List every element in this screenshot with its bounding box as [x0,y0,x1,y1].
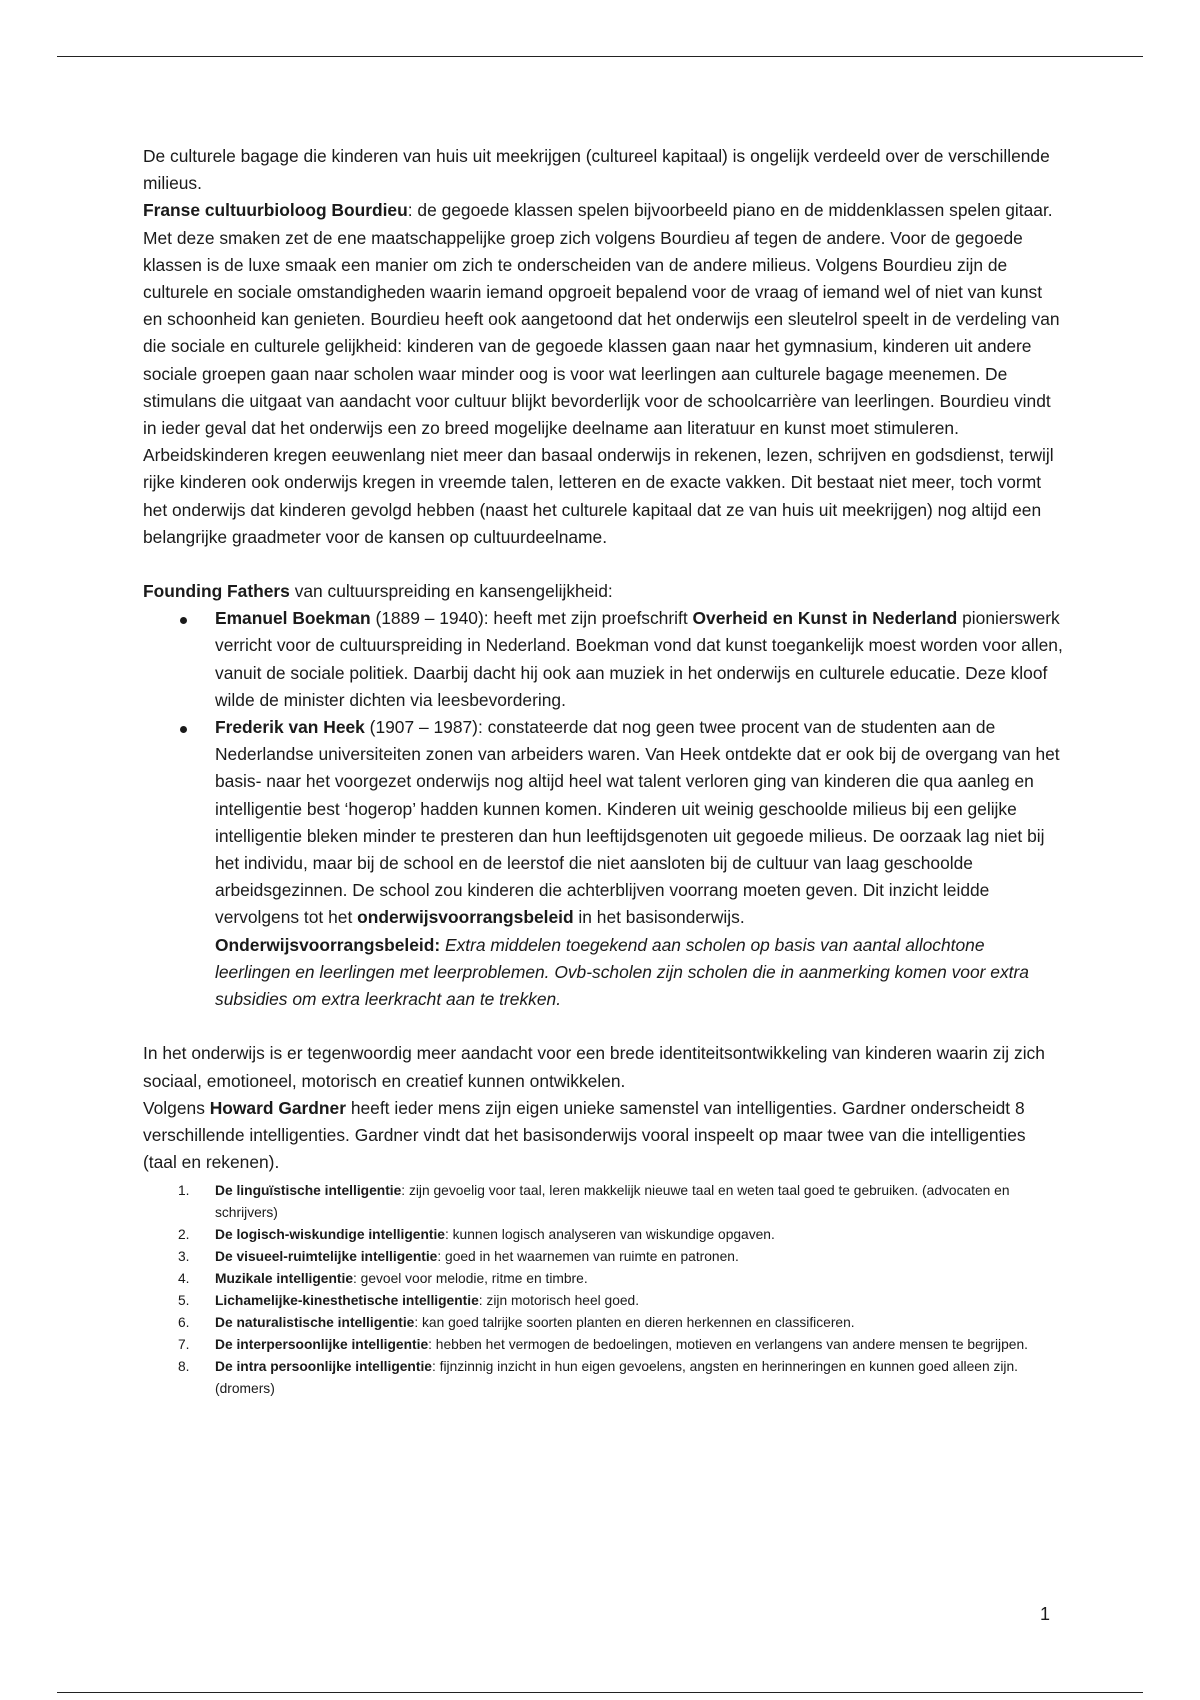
gardner-paragraph [143,1095,1063,1177]
ovb-definition-text: Extra middelen toegekend aan scholen op basis van aantal allochtone leerlingen en leerlingen met leerproblemen. Ovb-scholen zijn scholen die in aanmerking komen voor extra subsidies om extra leerkracht aan te trekken. [215,934,1029,1010]
item-term: De visueel-ruimtelijke intelligentie [215,1249,438,1265]
founders-heading-bold: Founding Fathers [143,581,290,602]
gardner-intro-paragraph: In het onderwijs is er tegenwoordig meer aandacht voor een brede identiteitsontwikkeling van kinderen waarin zij zich sociaal, emotioneel, motorisch en creatief kunnen ontwikkelen. [143,1043,1045,1091]
header-rule [57,56,1143,57]
item-text: : kan goed talrijke soorten planten en dieren herkennen en classificeren. [414,1315,855,1331]
vanheek-text-2: in het basisonderwijs. [573,907,745,928]
bullet-icon [180,617,187,624]
boekman-text-1: (1889 – 1940): heeft met zijn proefschrift [370,608,693,629]
boekman-name: Emanuel Boekman [215,608,371,629]
item-text: : zijn motorisch heel goed. [478,1293,640,1309]
item-term: De logisch-wiskundige intelligentie [215,1227,445,1243]
list-item [215,605,1063,714]
footer-rule [57,1692,1143,1693]
item-number: 6. [178,1315,190,1331]
item-term: De linguïstische intelligentie [215,1183,402,1199]
intelligences-list [143,1180,1063,1400]
item-number: 4. [178,1271,190,1287]
item-number: 1. [178,1183,190,1199]
item-number: 2. [178,1227,190,1243]
item-term: De naturalistische intelligentie [215,1315,415,1331]
item-number: 7. [178,1337,190,1353]
founders-heading [143,578,1063,605]
founders-list [143,605,1063,1013]
bullet-icon [180,726,187,733]
item-text: : zijn gevoelig voor taal, leren makkelijk nieuwe taal en weten taal goed te gebruiken. (advocaten en schrijvers) [215,1183,1010,1221]
gardner-name: Howard Gardner [209,1097,346,1118]
item-number: 3. [178,1249,190,1265]
vanheek-term: onderwijsvoorrangsbeleid [357,907,574,928]
page-number: 1 [1040,1604,1051,1624]
vanheek-name: Frederik van Heek [215,717,365,738]
item-number: 8. [178,1359,190,1375]
item-text: : kunnen logisch analyseren van wiskundige opgaven. [444,1227,775,1243]
item-text: : hebben het vermogen de bedoelingen, motieven en verlangens van andere mensen te begrijpen. [428,1337,1028,1353]
bourdieu-paragraph [143,197,1063,442]
item-term: Muzikale intelligentie [215,1271,353,1287]
item-term: De interpersoonlijke intelligentie [215,1337,429,1353]
boekman-work: Overheid en Kunst in Nederland [692,608,958,629]
gardner-post: heeft ieder mens zijn eigen unieke samenstel van intelligenties. Gardner onderscheidt 8 verschillende intelligenties. Gardner vindt dat het basisonderwijs vooral inspeelt op maar twee van die intelligenties (taal en rekenen). [143,1097,1026,1173]
item-term: Lichamelijke-kinesthetische intelligentie [215,1293,479,1309]
list-item [178,1246,1063,1268]
bourdieu-label: Franse cultuurbioloog Bourdieu [143,200,408,221]
list-item [178,1268,1063,1290]
gardner-pre: Volgens [143,1097,210,1118]
list-item [178,1334,1063,1356]
bourdieu-text: : de gegoede klassen spelen bijvoorbeeld piano en de middenklassen spelen gitaar. Met deze smaken zet de ene maatschappelijke groep zich volgens Bourdieu af tegen de andere. Voor de gegoede klassen is de luxe smaak een manier om zich te onderscheiden van de andere milieus. Volgens Bourdieu zijn de culturele en sociale omstandigheden waarin iemand opgroeit bepalend voor de vraag of iemand wel of niet van kunst en schoonheid kan genieten. Bourdieu heeft ook aangetoond dat het onderwijs een sleutelrol speelt in de verdeling van die sociale en culturele gelijkheid: kinderen van de gegoede klassen gaan naar het gymnasium, kinderen uit andere sociale groepen gaan naar scholen waar minder oog is voor wat leerlingen aan culturele bagage meenemen. De stimulans die uitgaat van aandacht voor cultuur blijkt bevorderlijk voor de schoolcarrière van leerlingen. Bourdieu vindt in ieder geval dat het onderwijs een zo breed mogelijke deelname aan literatuur en kunst moet stimuleren. [143,200,1060,439]
item-number: 5. [178,1293,190,1309]
vanheek-text-1: (1907 – 1987): constateerde dat nog geen twee procent van de studenten aan de Nederlandse universiteiten zonen van arbeiders waren. Van Heek ontdekte dat er ook bij de overgang van het basis- naar het voorgezet onderwijs nog altijd heel wat talent verloren ging van kinderen die qua aanleg en intelligentie best ‘hogerop’ hadden kunnen komen. Kinderen uit weinig geschoolde milieus bij een gelijke intelligentie bleken minder te presteren dan hun leeftijdsgenoten uit gegoede milieus. De oorzaak lag niet bij het individu, maar bij de school en de leerstof die niet aansloten bij de cultuur van laag geschoolde arbeidsgezinnen. De school zou kinderen die achterblijven voorrang moeten geven. Dit inzicht leidde vervolgens tot het [215,717,1060,928]
item-text: : fijnzinnig inzicht in hun eigen gevoelens, angsten en herinneringen en kunnen goed alleen zijn. (dromers) [215,1359,1018,1397]
list-item [178,1312,1063,1334]
item-text: : goed in het waarnemen van ruimte en patronen. [437,1249,739,1265]
list-item [178,1180,1063,1224]
list-item [178,1356,1063,1400]
document-body [143,143,1063,1400]
intro-paragraph: De culturele bagage die kinderen van huis uit meekrijgen (cultureel kapitaal) is ongelijk verdeeld over de verschillende milieus. [143,146,1050,194]
list-item [215,714,1063,1013]
item-term: De intra persoonlijke intelligentie [215,1359,432,1375]
arbeidskinderen-paragraph: Arbeidskinderen kregen eeuwenlang niet meer dan basaal onderwijs in rekenen, lezen, schrijven en godsdienst, terwijl rijke kinderen ook onderwijs kregen in vreemde talen, letteren en de exacte vakken. Dit bestaat niet meer, toch vormt het onderwijs dat kinderen gevolgd hebben (naast het culturele kapitaal dat ze van huis uit meekrijgen) nog altijd een belangrijke graadmeter voor de kansen op cultuurdeelname. [143,445,1054,547]
ovb-definition-label: Onderwijsvoorrangsbeleid: [215,934,441,955]
boekman-text-2: pionierswerk verricht voor de cultuurspreiding in Nederland. Boekman vond dat kunst toegankelijk moest worden voor allen, vanuit de sociale politiek. Daarbij dacht hij ook aan muziek in het onderwijs en culturele educatie. Deze kloof wilde de minister dichten via leesbevordering. [215,608,1063,710]
list-item [178,1290,1063,1312]
item-text: : gevoel voor melodie, ritme en timbre. [353,1271,588,1287]
founders-heading-rest: van cultuurspreiding en kansengelijkheid: [289,581,613,602]
list-item [178,1224,1063,1246]
